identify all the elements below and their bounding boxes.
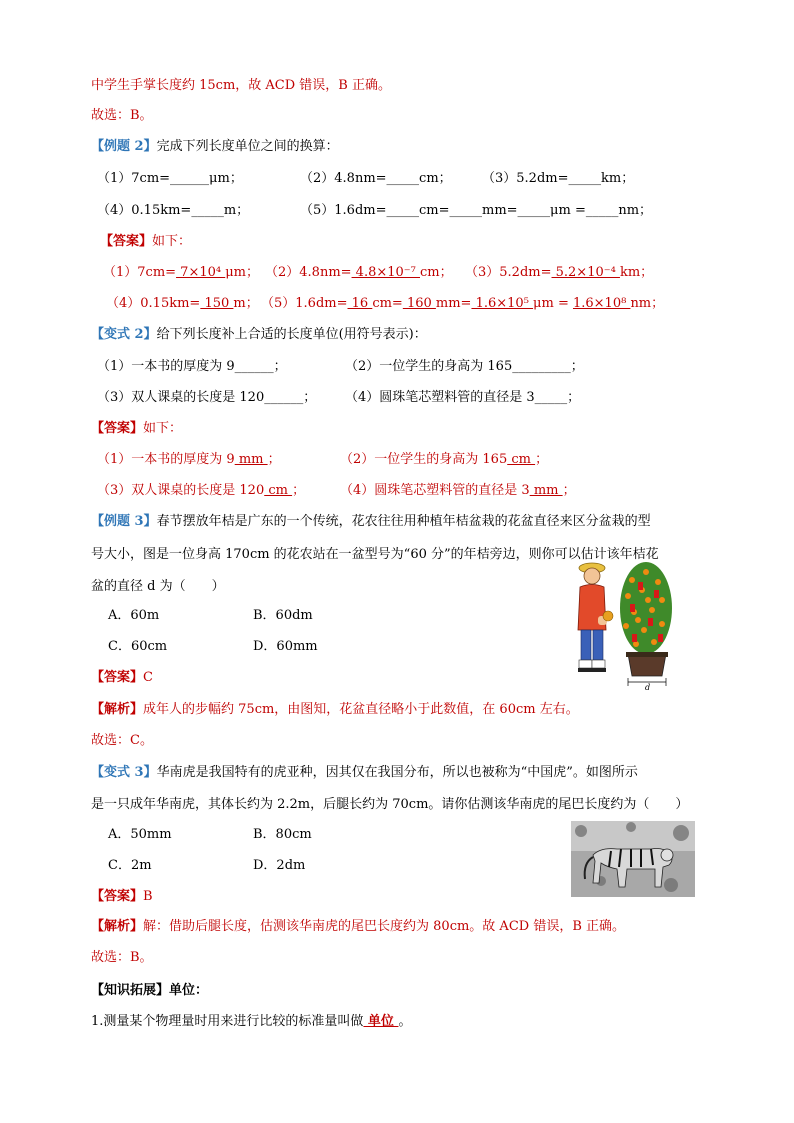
option-c: C．2m <box>108 858 152 873</box>
question-text: 春节摆放年桔是广东的一个传统，花农往往用种植年桔盆栽的花盆直径来区分盆栽的型 <box>156 514 651 529</box>
analysis-tag: 【解析】 <box>91 702 144 717</box>
answer-tag: 【答案】 <box>91 421 144 436</box>
answer-text: 如下： <box>152 234 192 249</box>
answer-item: （1）7cm= 7×10⁴ μm； <box>103 265 260 280</box>
item: （5）1.6dm=_____cm=_____mm=_____μm =_____nm； <box>300 203 653 218</box>
text-line: 故选：C。 <box>91 733 153 748</box>
analysis-line: 【解析】解：借助后腿长度，估测该华南虎的尾巴长度约为 80cm。故 ACD 错误，B 正确。 <box>91 919 626 934</box>
answer-line: 【答案】C <box>91 670 153 685</box>
knowledge-item: 1.测量某个物理量时用来进行比较的标准量叫做 单位 。 <box>91 1014 412 1029</box>
text-line: 故选：B。 <box>91 108 153 123</box>
item: （4）0.15km=_____m； <box>97 203 250 218</box>
answer-line: 【答案】B <box>91 889 153 904</box>
question-text: 完成下列长度单位之间的换算： <box>156 139 339 154</box>
question-var3 <box>91 764 638 782</box>
example-tag: 【例题 2】 <box>91 139 157 154</box>
item: （3）双人课桌的长度是 120______； <box>97 390 317 405</box>
item: （4）圆珠笔芯塑料管的直径是 3_____； <box>345 390 581 405</box>
answer-item: （3）5.2dm= 5.2×10⁻⁴ km； <box>465 265 654 280</box>
analysis-line: 【解析】成年人的步幅约 75cm，由图知，花盆直径略小于此数值，在 60cm 左右。 <box>91 702 579 717</box>
farmer-kumquat-illustration <box>568 560 686 692</box>
answer-item: （4）0.15km= 150 m； <box>106 296 259 311</box>
text-line: 中学生手掌长度约 15cm，故 ACD 错误，B 正确。 <box>91 78 391 93</box>
answer-heading: 【答案】如下： <box>91 421 183 436</box>
item: （2）一位学生的身高为 165_________； <box>345 359 584 374</box>
option-c: C．60cm <box>108 639 168 654</box>
question-text: 盆的直径 d 为（ ） <box>91 579 225 594</box>
question-text: 号大小，图是一位身高 170cm 的花农站在一盆型号为“60 分”的年桔旁边，则你可以估计该年桔花 <box>91 547 659 562</box>
diameter-label: d <box>645 683 651 692</box>
option-a: A．50mm <box>108 827 172 842</box>
option-b: B．60dm <box>253 608 313 623</box>
option-b: B．80cm <box>253 827 312 842</box>
question-text: 是一只成年华南虎，其体长约为 2.2m，后腿长约为 70cm。请你估测该华南虎的尾巴长度约为（ ） <box>91 797 689 812</box>
answer-item: （2）一位学生的身高为 165 cm ； <box>340 452 549 467</box>
option-d: D．2dm <box>253 858 306 873</box>
analysis-tag: 【解析】 <box>91 919 144 934</box>
answer-item: （1）一本书的厚度为 9 mm ； <box>97 452 281 467</box>
knowledge-heading: 【知识拓展】单位： <box>91 983 209 998</box>
answer-tag: 【答案】 <box>91 670 144 685</box>
variant-tag: 【变式 3】 <box>91 765 157 780</box>
answer-tag: 【答案】 <box>100 234 153 249</box>
answer-item: （3）双人课桌的长度是 120 cm ； <box>97 483 306 498</box>
answer-item: （5）1.6dm= 16 cm= 160 mm= 1.6×10⁵ μm = 1.6×10⁸ nm； <box>261 296 665 311</box>
option-a: A．60m <box>108 608 160 623</box>
answer-heading <box>100 233 191 251</box>
question-ex3 <box>91 513 651 531</box>
question-ex2 <box>91 138 339 156</box>
item: （3）5.2dm=_____km； <box>482 171 635 186</box>
question-text: 华南虎是我国特有的虎亚种，因其仅在我国分布，所以也被称为“中国虎”。如图所示 <box>156 765 638 780</box>
answer-tag: 【答案】 <box>91 889 144 904</box>
question-var2 <box>91 326 427 344</box>
answer-item: （4）圆珠笔芯塑料管的直径是 3 mm ； <box>340 483 576 498</box>
example-tag: 【例题 3】 <box>91 514 157 529</box>
item: （1）一本书的厚度为 9______； <box>97 359 287 374</box>
question-text: 给下列长度补上合适的长度单位(用符号表示)： <box>156 327 427 342</box>
answer-item: （2）4.8nm= 4.8×10⁻⁷ cm； <box>265 265 453 280</box>
option-d: D．60mm <box>253 639 318 654</box>
tiger-photo <box>571 821 695 897</box>
text-line: 故选：B。 <box>91 950 153 965</box>
variant-tag: 【变式 2】 <box>91 327 157 342</box>
item: （2）4.8nm=_____cm； <box>300 171 452 186</box>
item: （1）7cm=______μm； <box>97 171 243 186</box>
